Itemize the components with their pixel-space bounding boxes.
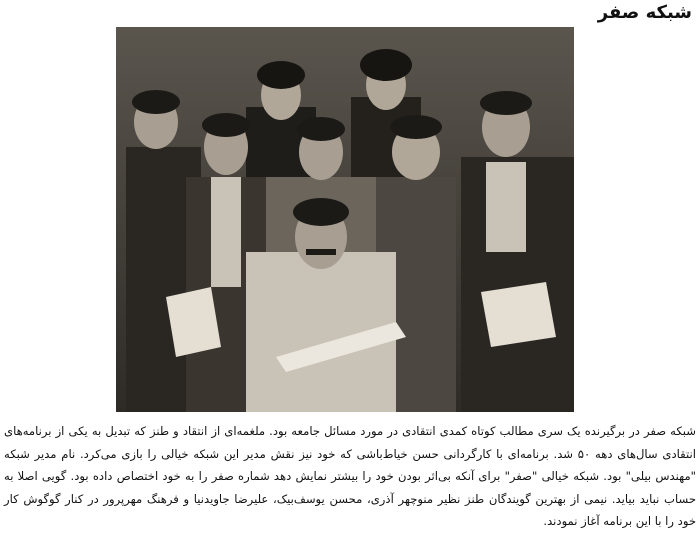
group-photo	[116, 27, 574, 412]
page-title: شبکه صفر	[597, 2, 692, 23]
group-photo-image	[116, 27, 574, 412]
paper-left	[166, 287, 221, 357]
article-body: شبکه صفر در برگیرنده یک سری مطالب کوتاه کمدی انتقادی در مورد مسائل جامعه بود. ملغمه‌ای از انتقاد و طنز که تبدیل به یکی از برنامه‌های انتقادی سال‌های دهه ۵۰ شد. برنامه‌ای با کارگردانی حسن خیاط‌باشی که خود نیز نقش مدیر این شبکه خیالی را بازی می‌کرد. نام مدیر شبکه "مهندس بیلی" بود. شبکه خیالی "صفر" برای آنکه بی‌اثر بودن خود را بیشتر نمایش دهد شماره صفر را به خود اختصاص داده بود. گویی اصلا به حساب نباید بیاید. نیمی از بهترین گویندگان طنز نظیر منوچهر آذری، محسن یوسف‌بیک، علیرضا جاویدنیا و فرهنگ مهرپرور در کنار گوگوش کار خود را با این برنامه آغاز نمودند.	[4, 424, 696, 528]
